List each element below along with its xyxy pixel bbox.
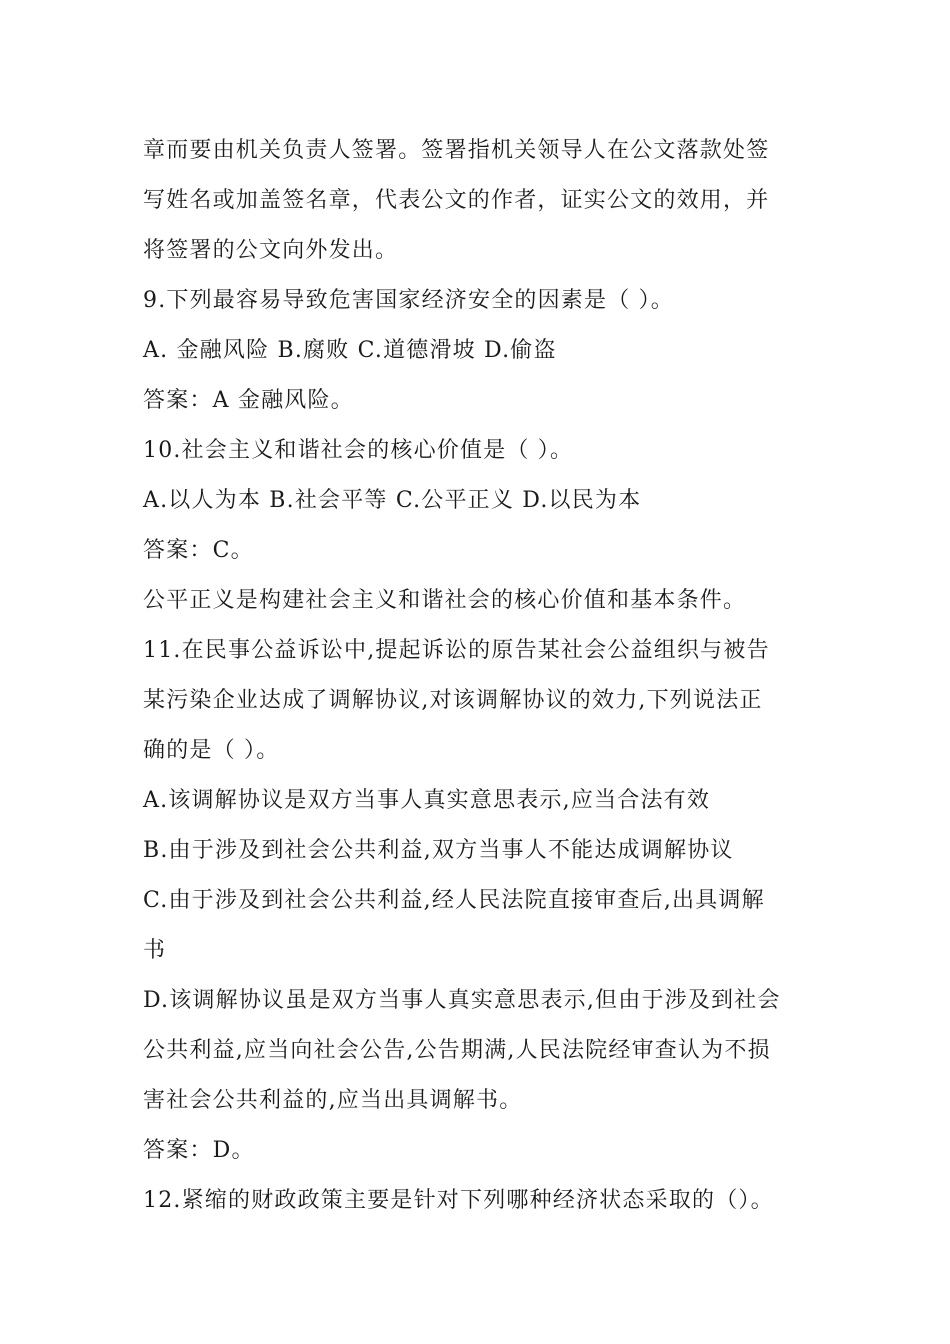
- question-9-options: A. 金融风险 B.腐败 C.道德滑坡 D.偷盗: [143, 338, 557, 363]
- question-11-option-c: C.由于涉及到社会公共利益,经人民法院直接审查后,出具调解: [143, 888, 765, 913]
- question-9: 9.下列最容易导致危害国家经济安全的因素是（ ）。: [143, 288, 674, 313]
- question-11-answer: 答案：D。: [143, 1138, 255, 1163]
- question-11-option-d: 害社会公共利益的,应当出具调解书。: [143, 1088, 523, 1113]
- question-11-option-b: B.由于涉及到社会公共利益,双方当事人不能达成调解协议: [143, 838, 734, 863]
- question-10-answer: 答案：C。: [143, 538, 254, 563]
- question-9-answer: 答案：A 金融风险。: [143, 388, 354, 413]
- question-11: 11.在民事公益诉讼中,提起诉讼的原告某社会公益组织与被告: [143, 638, 770, 663]
- question-11-option-c: 书: [143, 938, 167, 963]
- question-10-explanation: 公平正义是构建社会主义和谐社会的核心价值和基本条件。: [143, 588, 747, 613]
- question-11: 某污染企业达成了调解协议,对该调解协议的效力,下列说法正: [143, 688, 763, 713]
- text-line: 将签署的公文向外发出。: [143, 238, 399, 263]
- question-10-options: A.以人为本 B.社会平等 C.公平正义 D.以民为本: [143, 488, 642, 513]
- question-11-option-a: A.该调解协议是双方当事人真实意思表示,应当合法有效: [143, 788, 711, 813]
- document-body: [143, 126, 813, 1226]
- text-line: 写姓名或加盖签名章，代表公文的作者，证实公文的效用，并: [143, 188, 770, 213]
- question-11-option-d: D.该调解协议虽是双方当事人真实意思表示,但由于涉及到社会: [143, 988, 781, 1013]
- text-line: 章而要由机关负责人签署。签署指机关领导人在公文落款处签: [143, 138, 770, 163]
- question-11: 确的是（ ）。: [143, 738, 280, 763]
- question-12: 12.紧缩的财政政策主要是针对下列哪种经济状态采取的（）。: [143, 1188, 774, 1213]
- question-11-option-d: 公共利益,应当向社会公告,公告期满,人民法院经审查认为不损: [143, 1038, 771, 1063]
- question-10: 10.社会主义和谐社会的核心价值是（ ）。: [143, 438, 574, 463]
